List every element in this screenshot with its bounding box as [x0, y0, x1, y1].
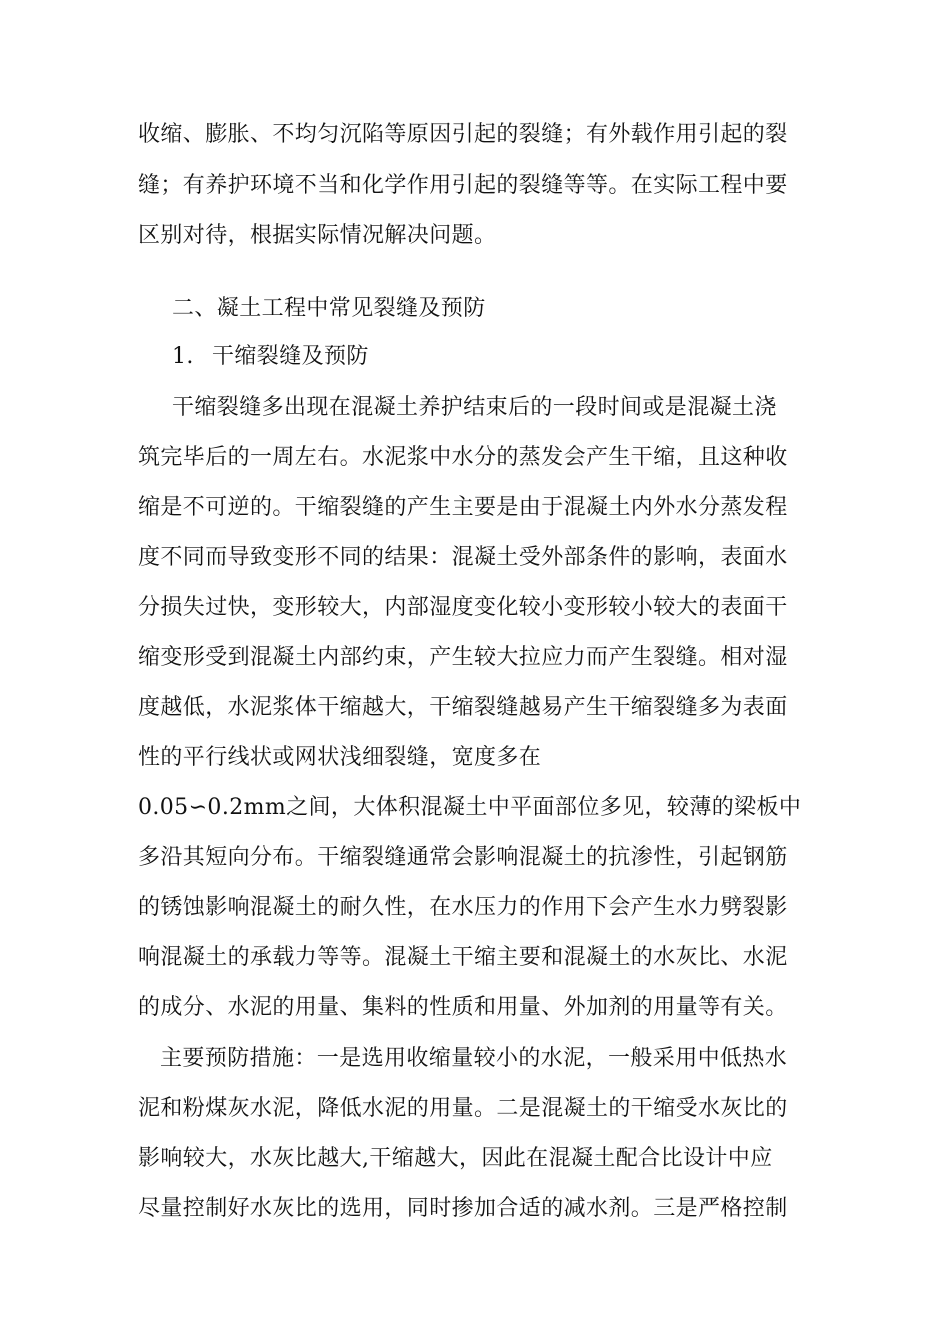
subsection-heading [172, 341, 862, 373]
paragraph-line: 区别对待，根据实际情况解决问题。 [138, 223, 497, 248]
paragraph-line: 性的平行线状或网状浅细裂缝，宽度多在 [138, 745, 542, 770]
paragraph-line: 的锈蚀影响混凝土的耐久性，在水压力的作用下会产生水力劈裂影 [138, 895, 788, 920]
paragraph-line: 响混凝土的承载力等等。混凝土干缩主要和混凝土的水灰比、水泥 [138, 945, 788, 970]
section-heading: 二、凝土工程中常见裂缝及预防 [172, 296, 486, 321]
subsection-title: 干缩裂缝及预防 [212, 344, 369, 369]
paragraph-line: 缩是不可逆的。干缩裂缝的产生主要是由于混凝土内外水分蒸发程 [138, 495, 788, 520]
paragraph-line: 分损失过快，变形较大，内部湿度变化较小变形较小较大的表面干 [138, 595, 788, 620]
paragraph-line: 尽量控制好水灰比的选用，同时掺加合适的减水剂。三是严格控制 [138, 1196, 788, 1221]
paragraph-line: 度越低，水泥浆体干缩越大，干缩裂缝越易产生干缩裂缝多为表面 [138, 695, 788, 720]
paragraph-line: 泥和粉煤灰水泥，降低水泥的用量。二是混凝土的干缩受水灰比的 [138, 1096, 788, 1121]
paragraph-line: 影响较大，水灰比越大,干缩越大，因此在混凝土配合比设计中应 [138, 1146, 773, 1171]
paragraph-line: 0.05∽0.2mm之间，大体积混凝土中平面部位多见，较薄的梁板中 [138, 795, 802, 820]
paragraph-line: 缝；有养护环境不当和化学作用引起的裂缝等等。在实际工程中要 [138, 173, 788, 198]
paragraph-line: 的成分、水泥的用量、集料的性质和用量、外加剂的用量等有关。 [138, 995, 788, 1020]
paragraph-line: 收缩、膨胀、不均匀沉陷等原因引起的裂缝；有外载作用引起的裂 [138, 122, 788, 147]
subsection-number: 1. [172, 344, 194, 369]
paragraph-line: 度不同而导致变形不同的结果：混凝土受外部条件的影响，表面水 [138, 545, 788, 570]
paragraph-line: 筑完毕后的一周左右。水泥浆中水分的蒸发会产生干缩，且这种收 [138, 445, 788, 470]
paragraph-line: 主要预防措施：一是选用收缩量较小的水泥，一般采用中低热水 [160, 1046, 788, 1071]
paragraph-line: 干缩裂缝多出现在混凝土养护结束后的一段时间或是混凝土浇 [172, 395, 777, 420]
paragraph-line: 多沿其短向分布。干缩裂缝通常会影响混凝土的抗渗性，引起钢筋 [138, 845, 788, 870]
paragraph-line: 缩变形受到混凝土内部约束，产生较大拉应力而产生裂缝。相对湿 [138, 645, 788, 670]
